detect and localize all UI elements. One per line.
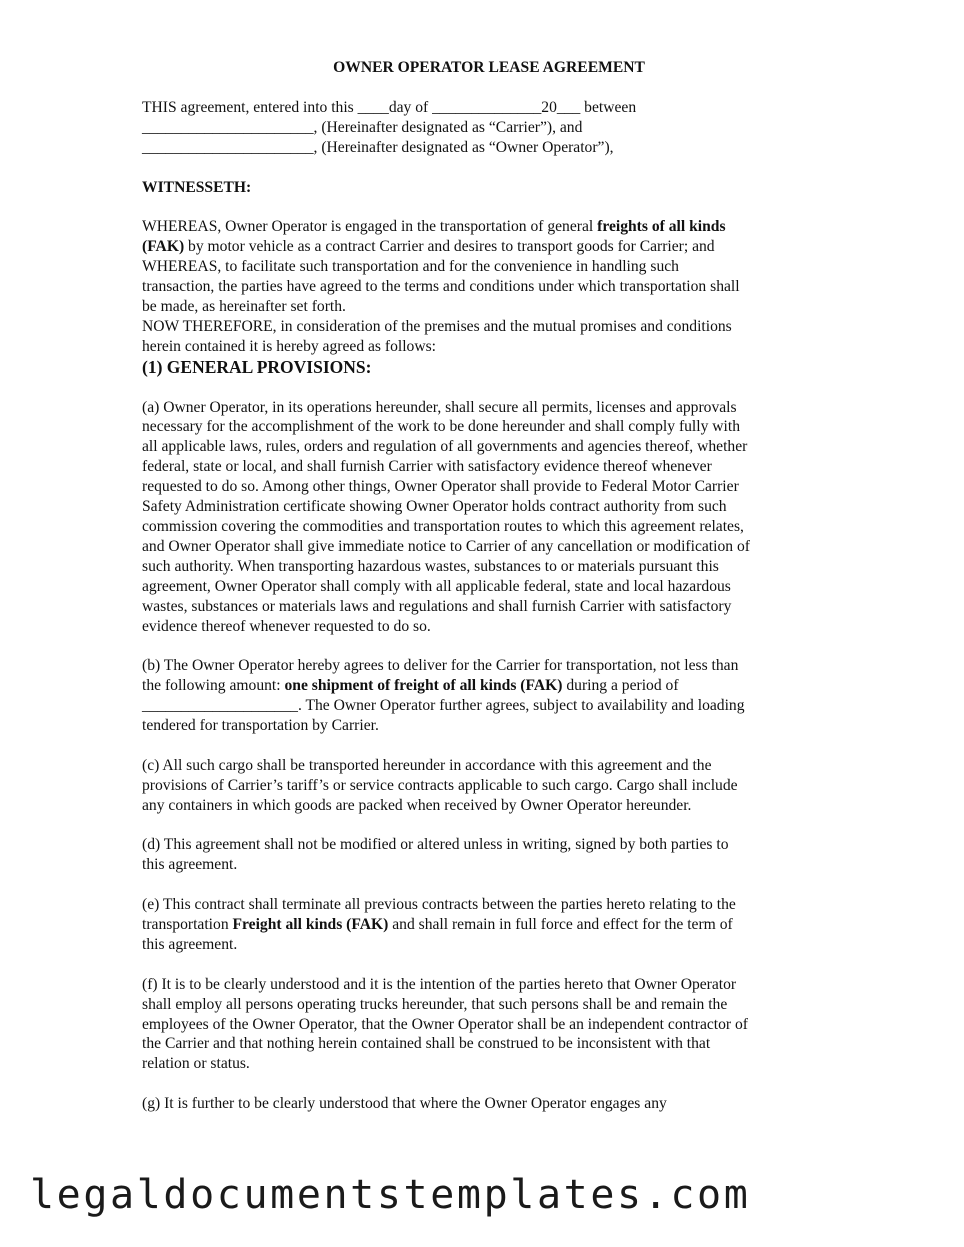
site-watermark: legaldocumentstemplates.com [30, 1172, 751, 1218]
paragraph-line: agreement, Owner Operator shall comply with all applicable federal, state and local hazardous [142, 577, 731, 595]
whereas-block [142, 217, 832, 356]
whereas-line: WHEREAS, Owner Operator is engaged in the transportation of general freights of all kinds [142, 218, 726, 236]
paragraph-e [142, 895, 832, 955]
intro-block [142, 98, 832, 158]
paragraph-g [142, 1094, 832, 1114]
paragraph-line: (d) This agreement shall not be modified or altered unless in writing, signed by both parties to [142, 836, 729, 854]
paragraph-line: wastes, substances or materials laws and regulations and shall furnish Carrier with satisfactory [142, 597, 732, 615]
paragraph-line: ____________________. The Owner Operator further agrees, subject to availability and loading [142, 697, 745, 715]
intro-line: THIS agreement, entered into this ____day of ______________20___ between [142, 98, 637, 116]
paragraph-line: this agreement. [142, 935, 238, 953]
paragraph-line: any containers in which goods are packed when received by Owner Operator hereunder. [142, 796, 692, 814]
paragraph-line: transportation Freight all kinds (FAK) and shall remain in full force and effect for the term of [142, 916, 733, 934]
paragraph-f [142, 975, 832, 1075]
witnesseth-heading: WITNESSETH: [142, 178, 252, 196]
paragraph-d [142, 835, 832, 875]
now-therefore-line: herein contained it is hereby agreed as follows: [142, 337, 437, 355]
intro-line: ______________________, (Hereinafter designated as “Carrier”), and [142, 118, 583, 136]
paragraph-line: this agreement. [142, 856, 238, 874]
paragraph-line: shall employ all persons operating trucks hereunder, that such persons shall be and remain the [142, 995, 728, 1013]
whereas-line: transaction, the parties have agreed to the terms and conditions under which transportation shall [142, 278, 740, 296]
whereas-line: be made, as hereinafter set forth. [142, 297, 346, 315]
paragraph-line: employees of the Owner Operator, that the Owner Operator shall be an independent contractor of [142, 1015, 749, 1033]
whereas-line: (FAK) by motor vehicle as a contract Carrier and desires to transport goods for Carrier; and [142, 238, 715, 256]
paragraph-line: (a) Owner Operator, in its operations hereunder, shall secure all permits, licenses and approvals [142, 398, 737, 416]
paragraph-line: all applicable laws, rules, orders and regulation of all governments and agencies thereof, whether [142, 438, 748, 456]
paragraph-line: necessary for the accomplishment of the work to be done hereunder and shall comply fully with [142, 418, 741, 436]
paragraph-line: such authority. When transporting hazardous wastes, substances to or materials pursuant this [142, 557, 719, 575]
paragraph-line: (g) It is further to be clearly understood that where the Owner Operator engages any [142, 1095, 667, 1113]
paragraph-line: federal, state or local, and shall furnish Carrier with satisfactory evidence thereof whenever [142, 458, 712, 476]
paragraph-b [142, 656, 832, 736]
document-page [142, 58, 832, 1114]
paragraph-a [142, 398, 832, 637]
paragraph-line: tendered for transportation by Carrier. [142, 717, 379, 735]
paragraph-line: and Owner Operator shall give immediate notice to Carrier of any cancellation or modification of [142, 537, 750, 555]
paragraph-line: (b) The Owner Operator hereby agrees to deliver for the Carrier for transportation, not less than [142, 657, 739, 675]
now-therefore-line: NOW THEREFORE, in consideration of the premises and the mutual promises and conditions [142, 317, 732, 335]
paragraph-line: relation or status. [142, 1055, 250, 1073]
paragraph-line: (f) It is to be clearly understood and it is the intention of the parties hereto that Owner Operator [142, 975, 737, 993]
paragraph-line: commission covering the commodities and transportation routes to which this agreement relates, [142, 517, 744, 535]
section-heading-general-provisions: (1) GENERAL PROVISIONS: [142, 356, 372, 377]
document-title: OWNER OPERATOR LEASE AGREEMENT [333, 59, 645, 76]
paragraph-line: the following amount: one shipment of freight of all kinds (FAK) during a period of [142, 677, 679, 695]
paragraph-c [142, 756, 832, 816]
paragraph-line: (e) This contract shall terminate all previous contracts between the parties hereto relating to the [142, 896, 736, 914]
paragraph-line: evidence thereof whenever requested to do so. [142, 617, 431, 635]
paragraph-line: the Carrier and that nothing herein contained shall be construed to be inconsistent with that [142, 1035, 711, 1053]
whereas-line: WHEREAS, to facilitate such transportation and for the convenience in handling such [142, 258, 679, 276]
paragraph-line: requested to do so. Among other things, Owner Operator shall provide to Federal Motor Carrier [142, 478, 739, 496]
paragraph-line: provisions of Carrier’s tariff’s or service contracts applicable to such cargo. Cargo shall include [142, 776, 738, 794]
intro-line: ______________________, (Hereinafter designated as “Owner Operator”), [142, 138, 614, 156]
paragraph-line: (c) All such cargo shall be transported hereunder in accordance with this agreement and the [142, 756, 712, 774]
paragraph-line: Safety Administration certificate showing Owner Operator holds contract authority from such [142, 498, 727, 516]
